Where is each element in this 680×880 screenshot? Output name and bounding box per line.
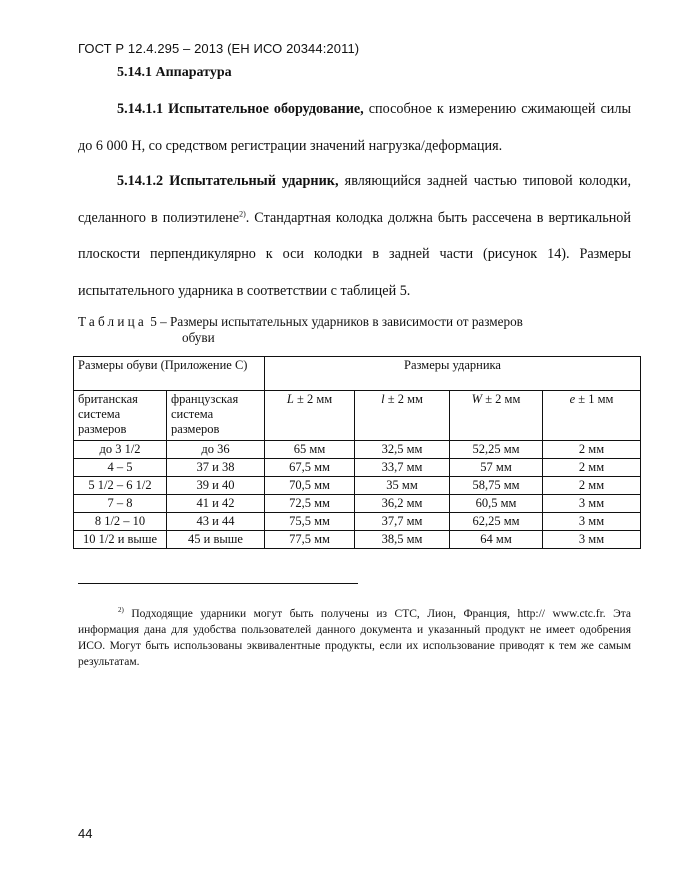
footnote bbox=[78, 606, 631, 670]
tolerance: ± 1 мм bbox=[575, 392, 614, 406]
paragraph-test-equipment bbox=[78, 91, 631, 164]
cell-W: 62,25 мм bbox=[450, 513, 543, 531]
cell-L: 72,5 мм bbox=[265, 495, 355, 513]
header-L bbox=[265, 391, 355, 441]
symbol-W: W bbox=[471, 392, 483, 406]
table-row bbox=[74, 495, 641, 513]
tolerance: ± 2 мм bbox=[384, 392, 423, 406]
paragraph-text: являющийся задней частью типовой колодки, сделанного в полиэтилене bbox=[78, 173, 631, 226]
cell-french: 43 и 44 bbox=[167, 513, 265, 531]
table-caption bbox=[78, 314, 638, 346]
symbol-l: l bbox=[381, 392, 385, 406]
cell-french: 45 и выше bbox=[167, 531, 265, 549]
cell-french: 41 и 42 bbox=[167, 495, 265, 513]
cell-e: 2 мм bbox=[543, 459, 641, 477]
header-french-system: французская система размеров bbox=[167, 391, 265, 441]
cell-L: 67,5 мм bbox=[265, 459, 355, 477]
cell-l: 35 мм bbox=[355, 477, 450, 495]
paragraph-test-striker bbox=[78, 163, 631, 309]
cell-l: 33,7 мм bbox=[355, 459, 450, 477]
table-row bbox=[74, 459, 641, 477]
footnote-divider bbox=[78, 583, 358, 584]
cell-W: 60,5 мм bbox=[450, 495, 543, 513]
paragraph-text: способное к измерению сжимающей силы до 6 000 Н, со средством регистрации значений нагрузка/деформация. bbox=[78, 101, 631, 154]
cell-l: 37,7 мм bbox=[355, 513, 450, 531]
table-row bbox=[74, 477, 641, 495]
cell-e: 2 мм bbox=[543, 477, 641, 495]
cell-l: 36,2 мм bbox=[355, 495, 450, 513]
cell-l: 32,5 мм bbox=[355, 441, 450, 459]
header-shoe-sizes: Размеры обуви (Приложение С) bbox=[74, 357, 265, 391]
header-W bbox=[450, 391, 543, 441]
cell-W: 52,25 мм bbox=[450, 441, 543, 459]
page-number: 44 bbox=[78, 826, 93, 841]
header-british-system: британская система размеров bbox=[74, 391, 167, 441]
table-row bbox=[74, 513, 641, 531]
cell-british: до 3 1/2 bbox=[74, 441, 167, 459]
cell-french: до 36 bbox=[167, 441, 265, 459]
cell-e: 3 мм bbox=[543, 495, 641, 513]
striker-sizes-table bbox=[73, 356, 641, 549]
cell-W: 64 мм bbox=[450, 531, 543, 549]
header-striker-sizes: Размеры ударника bbox=[265, 357, 641, 391]
paragraph-text: . Стандартная колодка должна быть рассечена в вертикальной плоскости перпендикулярно к оси колодки в задней части (рисунок 14). Размеры испытательного ударника в соответствии с таблицей 5. bbox=[78, 209, 631, 299]
table-row bbox=[74, 441, 641, 459]
section-title: 5.14.1 Аппаратура bbox=[117, 65, 232, 80]
cell-e: 2 мм bbox=[543, 441, 641, 459]
cell-L: 77,5 мм bbox=[265, 531, 355, 549]
tolerance: ± 2 мм bbox=[482, 392, 521, 406]
footnote-reference: 2) bbox=[239, 208, 246, 218]
cell-french: 37 и 38 bbox=[167, 459, 265, 477]
table-caption-line2: обуви bbox=[182, 330, 215, 345]
table-row bbox=[74, 531, 641, 549]
footnote-marker: 2) bbox=[118, 606, 124, 615]
cell-e: 3 мм bbox=[543, 531, 641, 549]
table-caption-text: 5 – Размеры испытательных ударников в зависимости от размеров bbox=[146, 314, 523, 329]
cell-L: 75,5 мм bbox=[265, 513, 355, 531]
header-e bbox=[543, 391, 641, 441]
footnote-text: Подходящие ударники могут быть получены из СТС, Лион, Франция, http:// www.ctc.fr. Эта информация дана для удобства пользователей данного документа и указанный продукт не имеет одобрения ИСО. Могут быть использованы эквивалентные продукты, если их использование приводят к тем же самым результатам. bbox=[78, 608, 631, 668]
cell-L: 70,5 мм bbox=[265, 477, 355, 495]
tolerance: ± 2 мм bbox=[293, 392, 333, 406]
paragraph-bold-lead: 5.14.1.1 Испытательное оборудование, bbox=[117, 101, 364, 117]
cell-british: 4 – 5 bbox=[74, 459, 167, 477]
paragraph-bold-lead: 5.14.1.2 Испытательный ударник, bbox=[117, 173, 339, 189]
cell-e: 3 мм bbox=[543, 513, 641, 531]
symbol-L: L bbox=[286, 392, 294, 406]
cell-french: 39 и 40 bbox=[167, 477, 265, 495]
cell-british: 8 1/2 – 10 bbox=[74, 513, 167, 531]
header-l bbox=[355, 391, 450, 441]
cell-british: 5 1/2 – 6 1/2 bbox=[74, 477, 167, 495]
cell-british: 7 – 8 bbox=[74, 495, 167, 513]
cell-british: 10 1/2 и выше bbox=[74, 531, 167, 549]
cell-l: 38,5 мм bbox=[355, 531, 450, 549]
document-header: ГОСТ Р 12.4.295 – 2013 (ЕН ИСО 20344:2011) bbox=[78, 41, 360, 56]
cell-W: 58,75 мм bbox=[450, 477, 543, 495]
symbol-e: e bbox=[569, 392, 576, 406]
cell-W: 57 мм bbox=[450, 459, 543, 477]
cell-L: 65 мм bbox=[265, 441, 355, 459]
table-caption-label: Таблица bbox=[78, 314, 147, 329]
